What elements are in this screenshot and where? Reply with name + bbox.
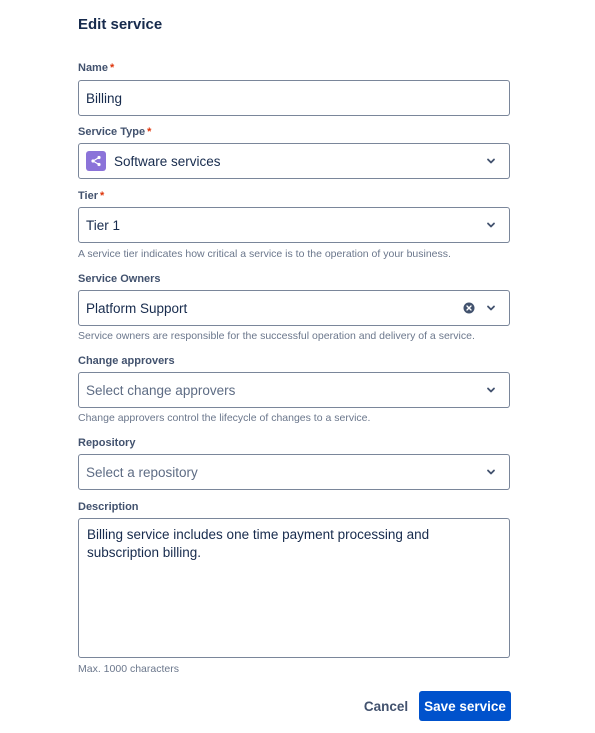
tier-value: Tier 1 <box>86 217 121 233</box>
repository-label: Repository <box>78 437 136 449</box>
dialog-title: Edit service <box>78 16 163 33</box>
name-input[interactable] <box>78 80 510 116</box>
save-service-button[interactable]: Save service <box>419 691 511 721</box>
required-mark: * <box>147 126 152 138</box>
name-input-value: Billing <box>86 90 123 106</box>
name-label: Name * <box>78 62 115 74</box>
change-approvers-label: Change approvers <box>78 355 175 367</box>
service-owners-value: Platform Support <box>86 300 188 316</box>
description-help-text: Max. 1000 characters <box>78 663 179 675</box>
service-owners-help-text: Service owners are responsible for the successful operation and delivery of a service. <box>78 330 475 342</box>
chevron-down-icon[interactable] <box>483 464 499 480</box>
service-type-value: Software services <box>114 153 221 169</box>
share-icon <box>86 151 106 171</box>
description-label: Description <box>78 501 139 513</box>
required-mark: * <box>99 190 105 202</box>
service-owners-label: Service Owners <box>78 273 161 285</box>
repository-placeholder: Select a repository <box>86 464 198 480</box>
change-approvers-help-text: Change approvers control the lifecycle of changes to a service. <box>78 412 371 424</box>
service-type-select[interactable] <box>78 143 510 179</box>
tier-select[interactable] <box>78 207 510 243</box>
description-textarea[interactable]: Billing service includes one time payment processing and subscription billing. <box>78 518 510 658</box>
tier-label: Tier * <box>78 190 105 202</box>
chevron-down-icon[interactable] <box>483 153 499 169</box>
required-mark: * <box>109 62 115 74</box>
chevron-down-icon[interactable] <box>483 300 499 316</box>
cancel-button[interactable]: Cancel <box>356 691 416 721</box>
tier-help-text: A service tier indicates how critical a service is to the operation of your business. <box>78 248 451 260</box>
repository-select[interactable] <box>78 454 510 490</box>
change-approvers-select[interactable] <box>78 372 510 408</box>
service-type-label: Service Type * <box>78 126 152 138</box>
chevron-down-icon[interactable] <box>483 217 499 233</box>
service-owners-select[interactable] <box>78 290 510 326</box>
clear-icon[interactable] <box>461 300 477 316</box>
chevron-down-icon[interactable] <box>483 382 499 398</box>
change-approvers-placeholder: Select change approvers <box>86 382 236 398</box>
